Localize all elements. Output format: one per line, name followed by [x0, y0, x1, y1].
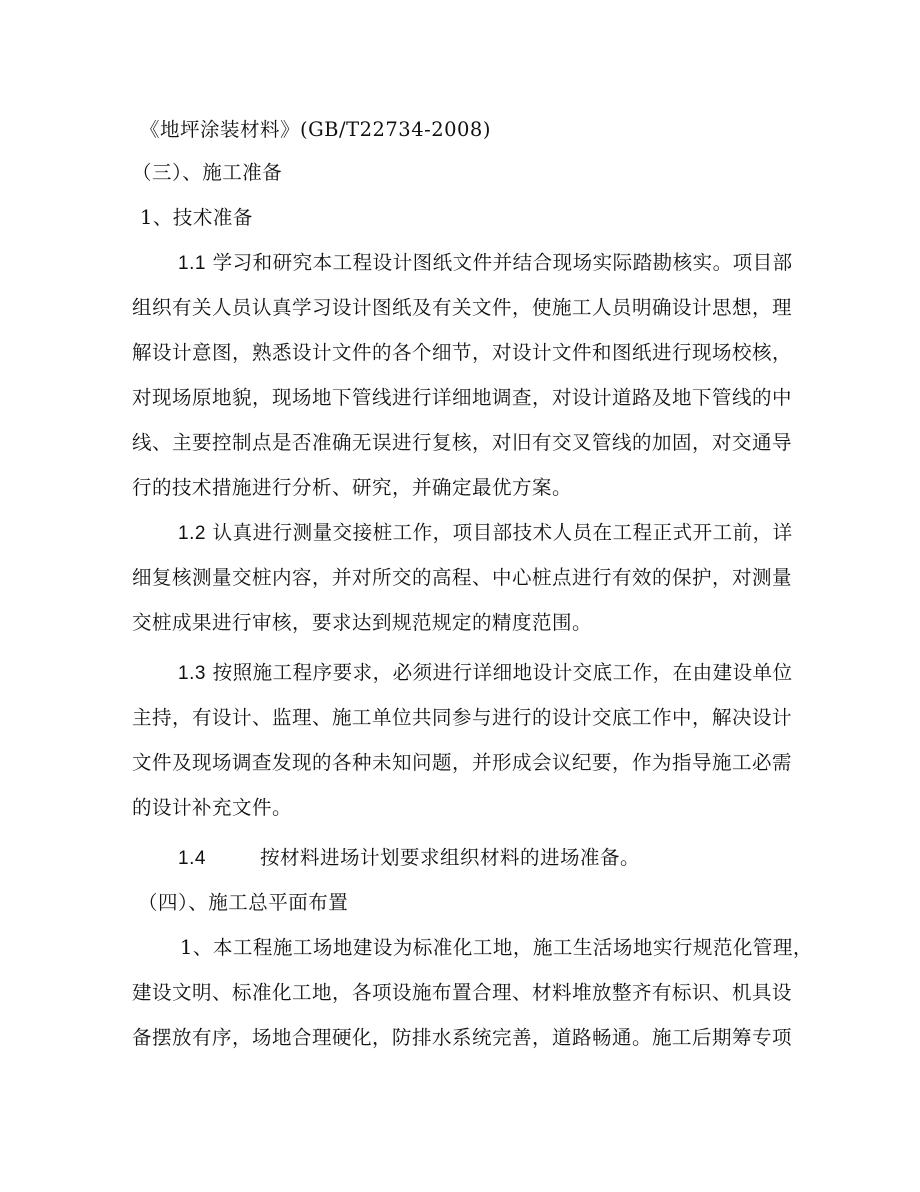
line-text: 《地坪涂装材料》(GB/T22734-2008)	[140, 118, 491, 141]
paragraph-1-1-line-5	[132, 431, 792, 455]
line-text: 的设计补充文件。	[132, 796, 293, 819]
line-text: 1、技术准备	[140, 206, 253, 229]
item-number: 1.3	[178, 663, 206, 684]
line-text: 交桩成果进行审核，要求达到规范规定的精度范围。	[132, 611, 593, 634]
line-text: 对现场原地貌，现场地下管线进行详细地调查，对设计道路及地下管线的中	[132, 386, 793, 409]
subsection-heading-tech-prep	[140, 206, 253, 230]
paragraph-1-3-line-1	[178, 661, 793, 686]
paragraph-1-4-line-1	[178, 846, 640, 871]
reference-standard-line	[140, 118, 491, 142]
paragraph-1-1-line-1	[178, 251, 793, 276]
paragraph-site-line-1	[180, 936, 813, 960]
paragraph-site-line-2	[132, 981, 792, 1005]
line-text: 按照施工程序要求，必须进行详细地设计交底工作，在由建设单位	[205, 661, 793, 684]
line-text: 解设计意图，熟悉设计文件的各个细节，对设计文件和图纸进行现场校核，	[132, 341, 793, 364]
line-text: 1、本工程施工场地建设为标准化工地，施工生活场地实行规范化管理，	[180, 936, 813, 959]
line-text: 备摆放有序，场地合理硬化，防排水系统完善，道路畅通。施工后期筹专项	[132, 1026, 793, 1049]
line-text: 建设文明、标准化工地，各项设施布置合理、材料堆放整齐有标识、机具设	[132, 981, 793, 1004]
line-text: 行的技术措施进行分析、研究，并确定最优方案。	[132, 476, 573, 499]
line-text: 文件及现场调查发现的各种未知问题，并形成会议纪要，作为指导施工必需	[132, 751, 793, 774]
paragraph-1-1-line-2	[132, 296, 792, 320]
paragraph-site-line-3	[132, 1026, 792, 1050]
paragraph-1-1-line-6	[132, 476, 572, 500]
paragraph-1-1-line-3	[132, 341, 792, 365]
line-text: 认真进行测量交接桩工作，项目部技术人员在工程正式开工前，详	[205, 521, 793, 544]
line-text: 线、主要控制点是否准确无误进行复核，对旧有交叉管线的加固，对交通导	[132, 431, 793, 454]
line-text: （四）、施工总平面布置	[138, 891, 349, 914]
line-text: 学习和研究本工程设计图纸文件并结合现场实际踏勘核实。项目部	[205, 251, 793, 274]
item-number: 1.2	[178, 523, 206, 544]
line-text: （三）、施工准备	[132, 161, 283, 184]
paragraph-1-1-line-4	[132, 386, 792, 410]
paragraph-1-2-line-1	[178, 521, 793, 546]
line-text: 组织有关人员认真学习设计图纸及有关文件，使施工人员明确设计思想，理	[132, 296, 793, 319]
paragraph-1-2-line-3	[132, 611, 592, 635]
section-heading-4	[138, 891, 348, 915]
line-text: 细复核测量交桩内容，并对所交的高程、中心桩点进行有效的保护，对测量	[132, 566, 793, 589]
item-number: 1.4	[178, 848, 206, 869]
paragraph-1-3-line-4	[132, 796, 292, 820]
paragraph-1-2-line-2	[132, 566, 792, 590]
paragraph-1-3-line-3	[132, 751, 792, 775]
paragraph-1-3-line-2	[132, 706, 792, 730]
item-number: 1.1	[178, 253, 206, 274]
section-heading-3	[132, 161, 282, 185]
line-text: 主持，有设计、监理、施工单位共同参与进行的设计交底工作中，解决设计	[132, 706, 793, 729]
line-text: 按材料进场计划要求组织材料的进场准备。	[260, 846, 641, 869]
